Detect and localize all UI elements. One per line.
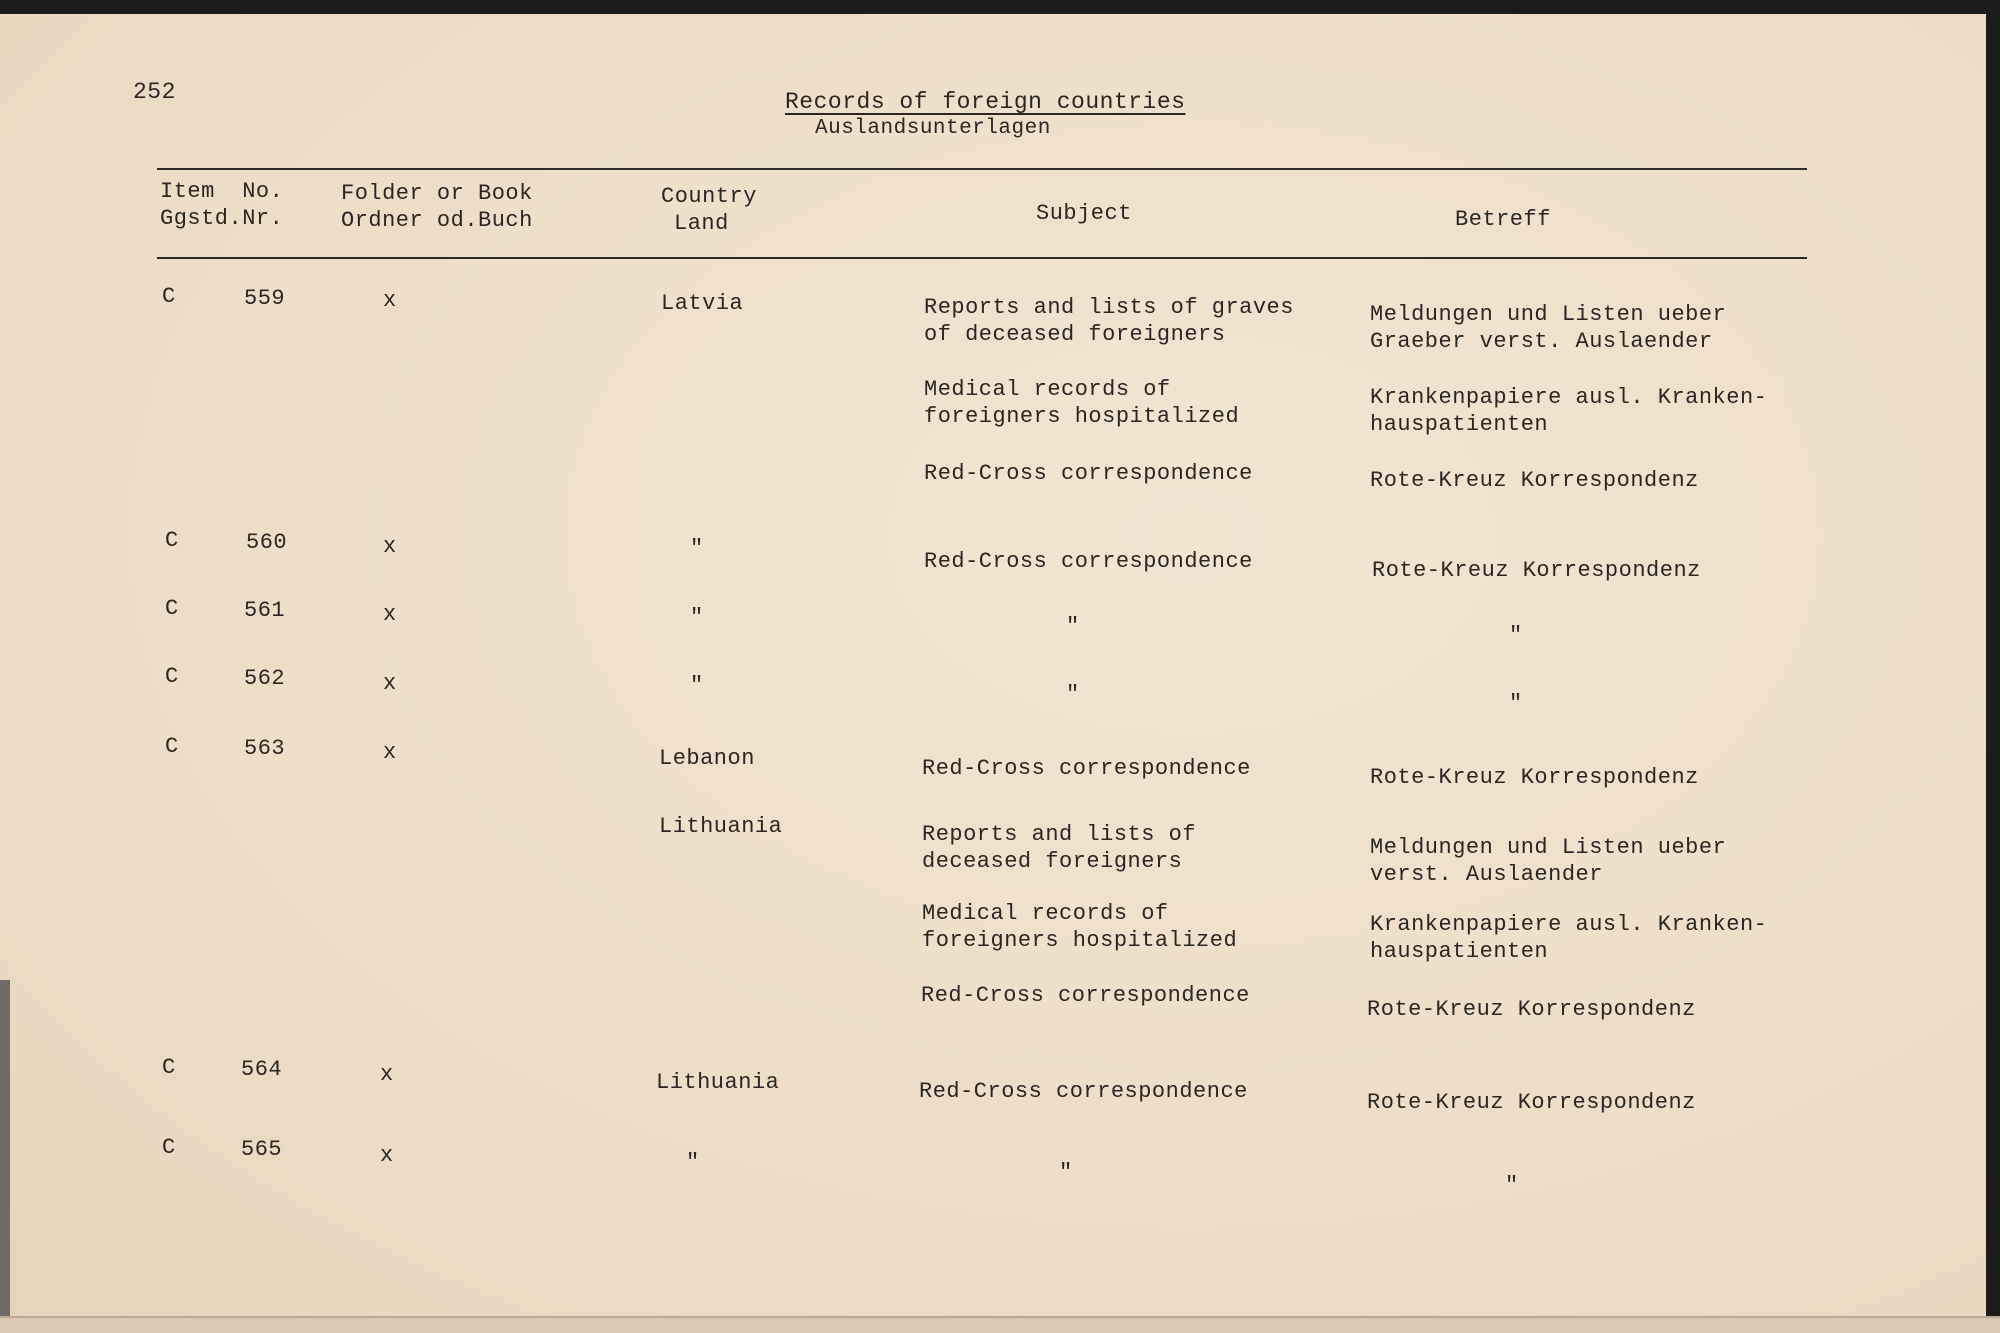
row-betreff: Krankenpapiere ausl. Kranken- hauspatienten [1370, 385, 1768, 437]
row-betreff: Krankenpapiere ausl. Kranken- hauspatienten [1370, 912, 1768, 964]
row-subject: Medical records of foreigners hospitalized [924, 377, 1240, 429]
row-subject: Reports and lists of deceased foreigners [922, 822, 1197, 874]
row-betreff: " [1505, 1173, 1519, 1198]
row-betreff: " [1509, 691, 1523, 716]
page-number: 252 [133, 79, 176, 105]
row-number: 560 [246, 530, 288, 555]
table-top-rule [157, 168, 1807, 170]
header-folder-de: Ordner od.Buch [341, 208, 533, 233]
row-subject: Red-Cross correspondence [919, 1079, 1248, 1104]
table-header-rule [157, 257, 1807, 259]
row-country: " [690, 673, 704, 698]
row-country: " [690, 605, 704, 630]
row-folder-mark: x [383, 671, 397, 696]
header-subject: Subject [1036, 201, 1132, 226]
row-item: C [165, 664, 179, 689]
page-edge-bottom [0, 1316, 2000, 1333]
row-item: C [165, 528, 179, 553]
row-betreff: Rote-Kreuz Korrespondenz [1367, 997, 1696, 1022]
row-betreff: Meldungen und Listen ueber verst. Auslaender [1370, 835, 1727, 887]
row-subject: Red-Cross correspondence [924, 549, 1253, 574]
row-betreff: Meldungen und Listen ueber Graeber verst. Auslaender [1370, 302, 1727, 354]
header-betreff: Betreff [1455, 207, 1551, 232]
row-country-secondary: Lithuania [659, 814, 783, 839]
page-edge-left [0, 980, 10, 1331]
page-subtitle: Auslandsunterlagen [815, 117, 1051, 140]
header-item-no-de: Ggstd.Nr. [160, 206, 284, 231]
row-folder-mark: x [380, 1062, 394, 1087]
row-subject: Red-Cross correspondence [921, 983, 1250, 1008]
row-folder-mark: x [383, 288, 397, 313]
row-item: C [162, 1055, 176, 1080]
row-country: " [686, 1150, 700, 1175]
row-subject: " [1066, 614, 1080, 639]
page-title: Records of foreign countries [785, 89, 1186, 115]
row-country: " [690, 536, 704, 561]
header-country: Country [661, 184, 757, 209]
header-item-no: Item No. [160, 179, 284, 204]
row-betreff: Rote-Kreuz Korrespondenz [1367, 1090, 1696, 1115]
row-subject: Red-Cross correspondence [922, 756, 1251, 781]
row-subject: " [1059, 1160, 1073, 1185]
row-item: C [165, 596, 179, 621]
row-country: Lithuania [656, 1070, 780, 1095]
header-folder: Folder or Book [341, 181, 533, 206]
row-number: 565 [241, 1137, 283, 1162]
row-betreff: Rote-Kreuz Korrespondenz [1370, 765, 1699, 790]
row-folder-mark: x [383, 740, 397, 765]
row-subject: Medical records of foreigners hospitalized [922, 901, 1238, 953]
row-item: C [162, 284, 176, 309]
row-number: 564 [241, 1057, 283, 1082]
row-subject: Red-Cross correspondence [924, 461, 1253, 486]
row-number: 559 [244, 286, 286, 311]
row-number: 562 [244, 666, 286, 691]
document-page [0, 14, 1986, 1316]
row-folder-mark: x [380, 1143, 394, 1168]
row-folder-mark: x [383, 602, 397, 627]
row-country: Latvia [661, 291, 744, 316]
row-item: C [165, 734, 179, 759]
row-subject: Reports and lists of graves of deceased foreigners [924, 295, 1294, 347]
row-country: Lebanon [659, 746, 755, 771]
row-number: 563 [244, 736, 286, 761]
row-betreff: " [1509, 623, 1523, 648]
row-betreff: Rote-Kreuz Korrespondenz [1370, 468, 1699, 493]
row-subject: " [1066, 682, 1080, 707]
row-number: 561 [244, 598, 286, 623]
row-betreff: Rote-Kreuz Korrespondenz [1372, 558, 1701, 583]
row-item: C [162, 1135, 176, 1160]
header-country-de: Land [674, 211, 729, 236]
row-folder-mark: x [383, 534, 397, 559]
